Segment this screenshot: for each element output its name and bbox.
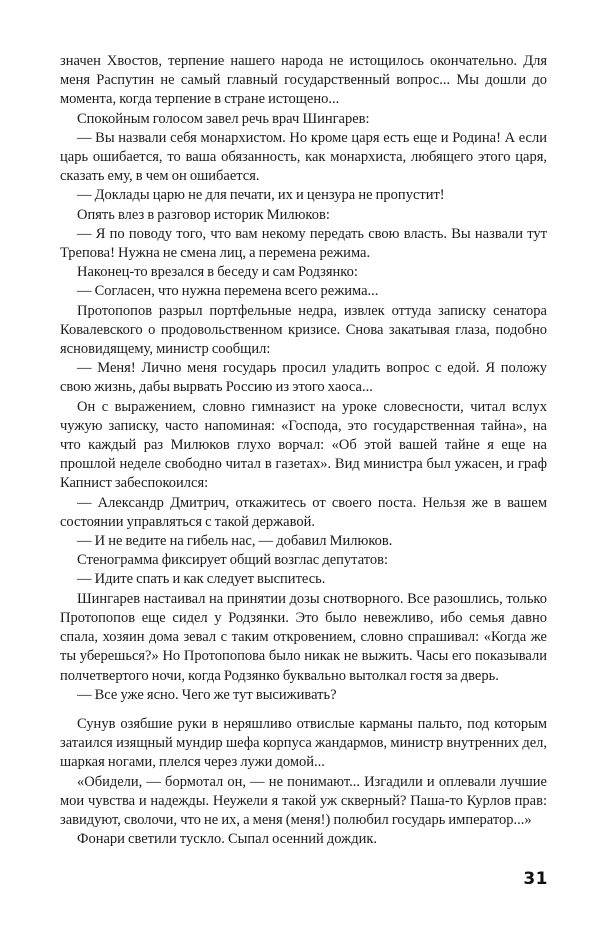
page-number: 31 bbox=[523, 869, 548, 889]
paragraph: Он с выражением, словно гимназист на уроке словесности, читал вслух чужую записку, часто напоминая: «Господа, это государственная тайна», на что каждый раз Милюков глухо ворчал: «Об этой вашей тайне я еще на прошлой неделе свободно читал в газетах». Вид министра был ужасен, и граф Капнист забеспокоился: bbox=[60, 398, 547, 492]
text-block-section-two bbox=[60, 715, 547, 849]
paragraph: Шингарев настаивал на принятии дозы снотворного. Все разошлись, только Протопопов еще сидел у Родзянки. Это было невежливо, ибо семья давно спала, хозяин дома зевал с таким откровением, словно спрашивал: «Когда же ты уберешься?» Но Протопопова было никак не выжить. Часы его показывали полчетвертого ночи, когда Родзянко буквально вытолкал гостя за дверь. bbox=[60, 590, 547, 684]
paragraph: «Обидели, — бормотал он, — не понимают... Изгадили и оплевали лучшие мои чувства и надежды. Неужели я такой уж скверный? Паша-то Курлов прав: завидуют, сволочи, что не их, а меня (меня!) полюбил государь император...» bbox=[60, 773, 547, 829]
dialogue-line: — И не ведите на гибель нас, — добавил Милюков. bbox=[77, 533, 393, 550]
paragraph: Наконец-то врезался в беседу и сам Родзянко: bbox=[77, 264, 358, 281]
paragraph: Спокойным голосом завел речь врач Шингарев: bbox=[77, 110, 370, 127]
paragraph: Сунув озябшие руки в неряшливо отвислые карманы пальто, под которым затаился изящный мундир шефа корпуса жандармов, министр внутренних дел, шаркая ногами, плелся через лужи домой... bbox=[60, 716, 547, 771]
paragraph: Стенограмма фиксирует общий возглас депутатов: bbox=[77, 552, 389, 569]
paragraph: Опять влез в разговор историк Милюков: bbox=[77, 206, 330, 223]
dialogue-line: — Александр Дмитрич, откажитесь от своего поста. Нельзя же в вашем состоянии управляться с такой державой. bbox=[60, 494, 547, 530]
dialogue-line: — Доклады царю не для печати, их и цензура не пропустит! bbox=[77, 187, 445, 204]
dialogue-line: — Согласен, что нужна перемена всего режима... bbox=[77, 283, 379, 300]
dialogue-line: — Вы назвали себя монархистом. Но кроме царя есть еще и Родина! А если царь ошибается, то ваша обязанность, как монархиста, любящего этого царя, сказать ему, в чем он ошибается. bbox=[60, 129, 547, 185]
paragraph: Протопопов разрыл портфельные недра, извлек оттуда записку сенатора Ковалевского о продовольственном кризисе. Снова закатывая глаза, подобно ясновидящему, министр сообщил: bbox=[60, 302, 547, 358]
dialogue-line: — Меня! Лично меня государь просил уладить вопрос с едой. Я положу свою жизнь, дабы вырвать Россию из этого хаоса... bbox=[60, 360, 547, 396]
dialogue-line: — Все уже ясно. Чего же тут высиживать? bbox=[77, 686, 337, 703]
dialogue-line: — Я по поводу того, что вам некому передать свою власть. Вы назвали тут Трепова! Нужна не смена лиц, а перемена режима. bbox=[60, 225, 547, 262]
dialogue-line: — Идите спать и как следует выспитесь. bbox=[77, 571, 326, 588]
paragraph: Фонари светили тускло. Сыпал осенний дождик. bbox=[77, 831, 378, 848]
paragraph: значен Хвостов, терпение нашего народа не истощилось окончательно. Для меня Распутин не самый главный государственный вопрос... Мы дошли до момента, когда терпение в стране истощено... bbox=[60, 53, 547, 108]
text-block-main bbox=[60, 52, 547, 705]
